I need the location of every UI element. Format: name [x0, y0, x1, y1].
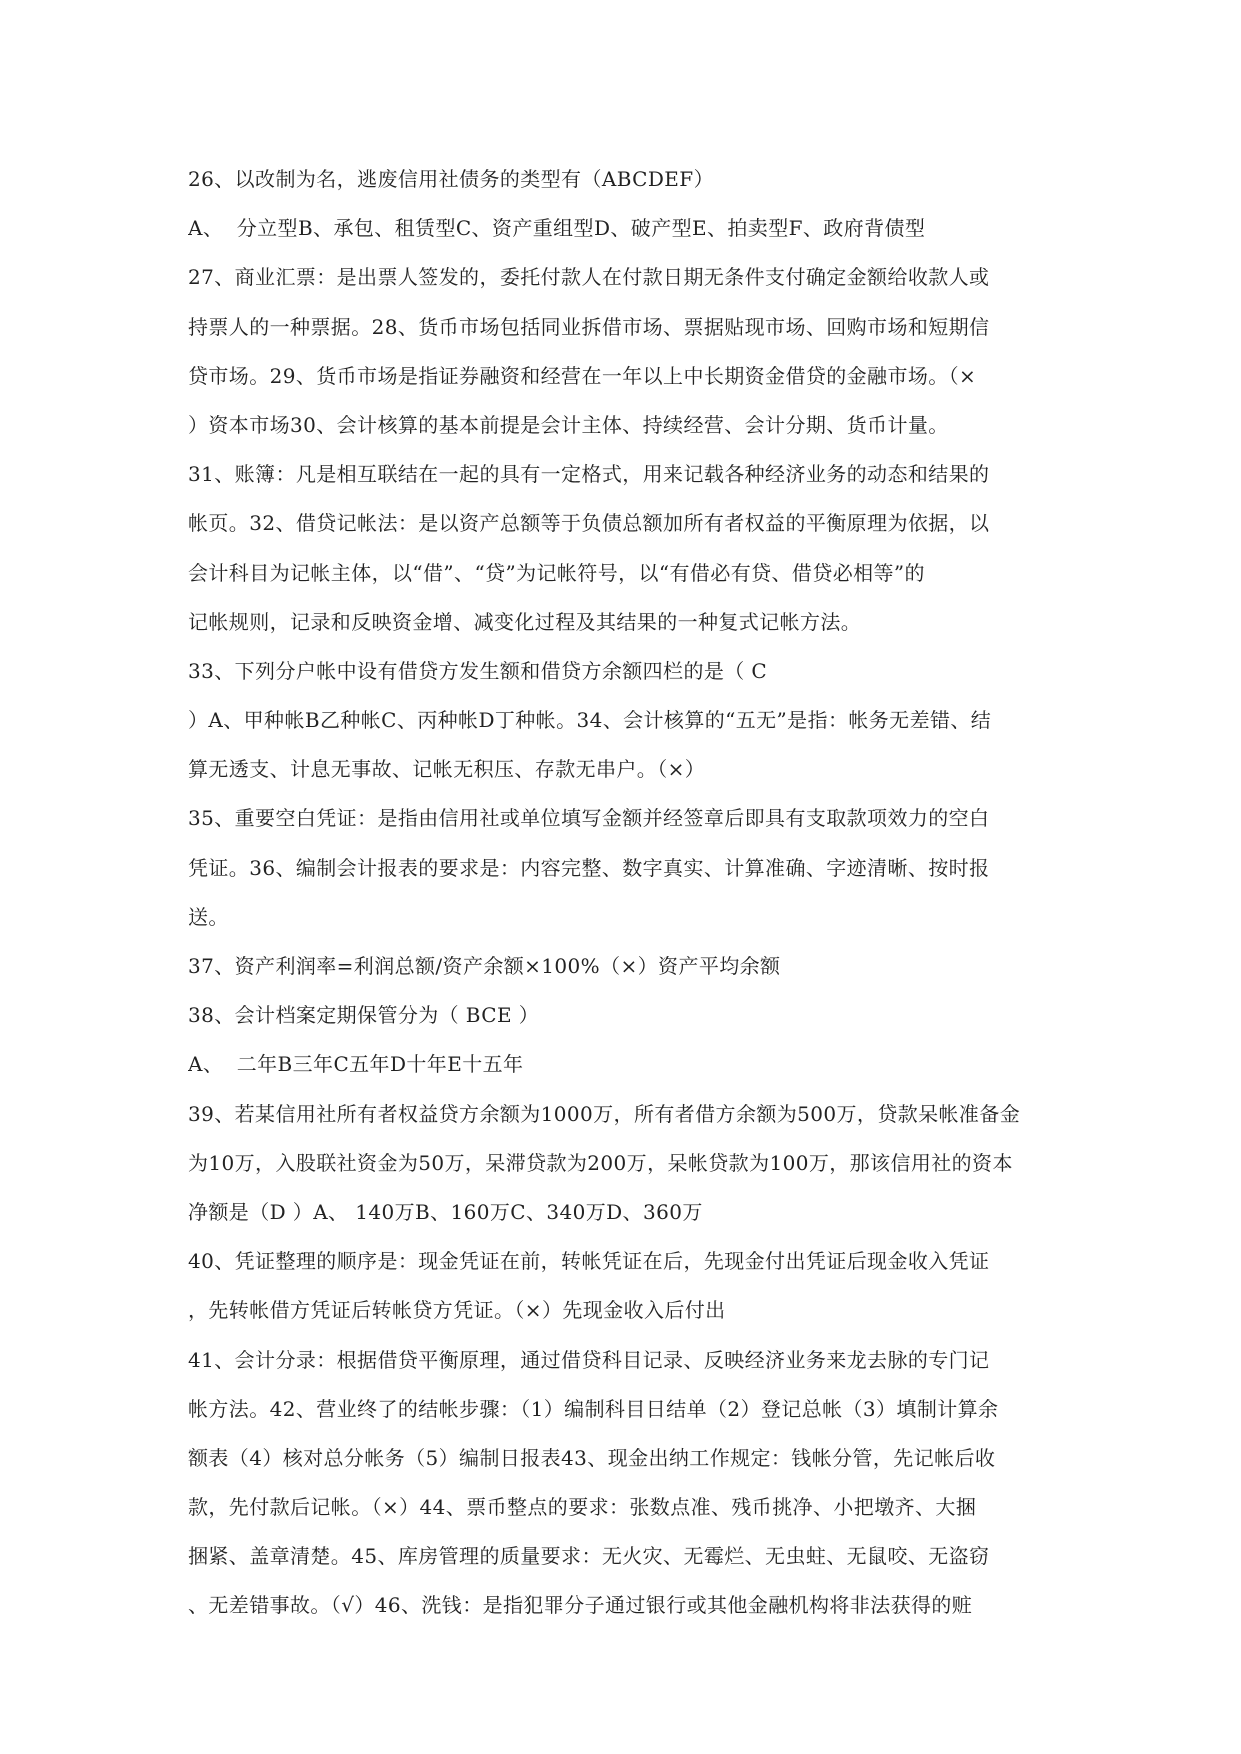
text-line: 40、凭证整理的顺序是：现金凭证在前，转帐凭证在后，先现金付出凭证后现金收入凭证: [188, 1249, 990, 1274]
text-line: 贷市场。29、货币市场是指证券融资和经营在一年以上中长期资金借贷的金融市场。（×: [188, 363, 977, 388]
text-line: ）资本市场30、会计核算的基本前提是会计主体、持续经营、会计分期、货币计量。: [188, 412, 949, 437]
text-line: ，先转帐借方凭证后转帐贷方凭证。（×）先现金收入后付出: [188, 1298, 726, 1323]
text-line: 款，先付款后记帐。（×）44、票币整点的要求：张数点准、残币挑净、小把墩齐、大捆: [188, 1495, 977, 1520]
text-line: 38、会计档案定期保管分为（ BCE ）: [188, 1003, 540, 1028]
text-line: 额表（4）核对总分帐务（5）编制日报表43、现金出纳工作规定：钱帐分管，先记帐后收: [188, 1445, 996, 1470]
text-line: 、无差错事故。（√）46、洗钱：是指犯罪分子通过银行或其他金融机构将非法获得的赃: [188, 1593, 973, 1618]
text-line: 41、会计分录：根据借贷平衡原理，通过借贷科目记录、反映经济业务来龙去脉的专门记: [188, 1347, 990, 1372]
text-line: 31、账簿：凡是相互联结在一起的具有一定格式，用来记载各种经济业务的动态和结果的: [188, 462, 990, 487]
document-body: [188, 155, 1068, 1631]
text-line: 会计科目为记帐主体，以“借”、“贷”为记帐符号，以“有借必有贷、借贷必相等”的: [188, 560, 925, 585]
text-line: 39、若某信用社所有者权益贷方余额为1000万，所有者借方余额为500万，贷款呆帐准备金: [188, 1101, 1021, 1126]
text-line: 捆紧、盖章清楚。45、库房管理的质量要求：无火灾、无霉烂、无虫蛀、无鼠咬、无盗窃: [188, 1544, 990, 1569]
text-line: 为10万，入股联社资金为50万，呆滞贷款为200万，呆帐贷款为100万，那该信用社的资本: [188, 1150, 1013, 1175]
text-line: 26、以改制为名，逃废信用社债务的类型有（ABCDEF）: [188, 167, 714, 191]
text-line: A、 二年B三年C五年D十年E十五年: [188, 1052, 524, 1077]
text-line: 27、商业汇票：是出票人签发的，委托付款人在付款日期无条件支付确定金额给收款人或: [188, 265, 990, 290]
text-line: 送。: [188, 904, 229, 929]
text-line: 算无透支、计息无事故、记帐无积压、存款无串户。（×）: [188, 757, 706, 782]
text-line: 37、资产利润率=利润总额/资产余额×100%（×）资产平均余额: [188, 954, 781, 978]
text-line: 凭证。36、编制会计报表的要求是：内容完整、数字真实、计算准确、字迹清晰、按时报: [188, 855, 990, 880]
text-line: ）A、甲种帐B乙种帐C、丙种帐D丁种帐。34、会计核算的“五无”是指：帐务无差错、结: [188, 708, 992, 733]
text-line: 35、重要空白凭证：是指由信用社或单位填写金额并经签章后即具有支取款项效力的空白: [188, 806, 990, 831]
text-line: 帐页。32、借贷记帐法：是以资产总额等于负债总额加所有者权益的平衡原理为依据，以: [188, 511, 990, 536]
text-line: A、 分立型B、承包、租赁型C、资产重组型D、破产型E、拍卖型F、政府背债型: [188, 216, 926, 241]
text-line: 记帐规则，记录和反映资金增、减变化过程及其结果的一种复式记帐方法。: [188, 609, 862, 634]
text-line: 帐方法。42、营业终了的结帐步骤：（1）编制科目日结单（2）登记总帐（3）填制计算余: [188, 1396, 999, 1421]
text-line: 净额是（D ）A、 140万B、160万C、340万D、360万: [188, 1199, 703, 1224]
text-line: 持票人的一种票据。28、货币市场包括同业拆借市场、票据贴现市场、回购市场和短期信: [188, 314, 990, 339]
text-line: 33、下列分户帐中设有借贷方发生额和借贷方余额四栏的是（ C: [188, 658, 768, 683]
